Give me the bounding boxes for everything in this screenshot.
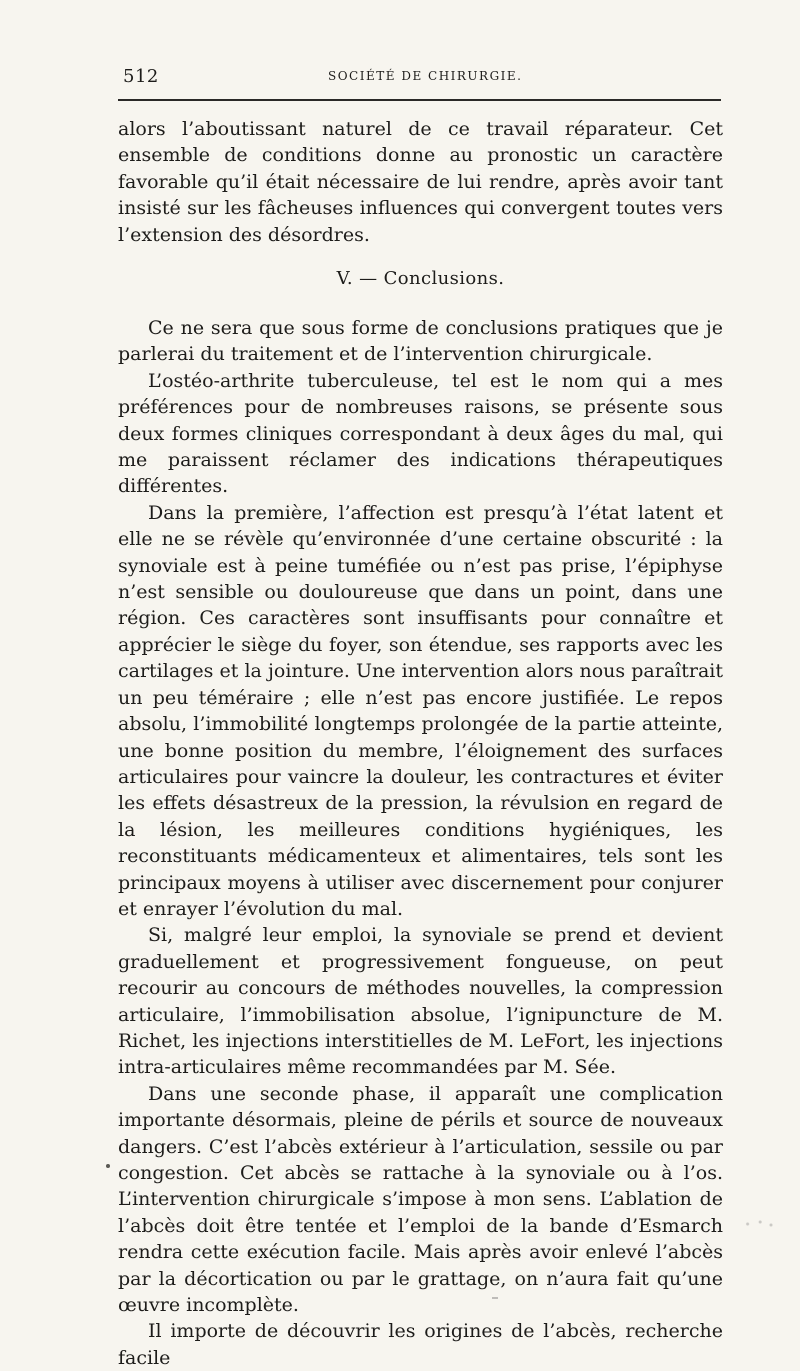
section-heading: V. — Conclusions.: [336, 268, 505, 289]
paragraph: Il importe de découvrir les origines de l’abcès, recherche facile: [118, 1320, 723, 1369]
header-rule: [118, 99, 721, 101]
intro-text-block: [118, 116, 723, 248]
paragraph: Dans une seconde phase, il apparaît une complication importante désormais, pleine de périls et source de nouveaux dangers. C’est l’abcès extérieur à l’articulation, sessile ou par congestion. Cet abcès se rattache à la synoviale ou à l’os. L’intervention chirurgicale s’impose à mon sens. L’ablation de l’abcès doit être tentée et l’emploi de la bande d’Esmarch rendra cette exécution facile. Mais après avoir enlevé l’abcès par la décortication ou par le grattage, on n’aura fait qu’une œuvre incomplète.: [118, 1082, 723, 1317]
body-text-block: [118, 315, 723, 1371]
page-header: [118, 66, 723, 90]
running-title: SOCIÉTÉ DE CHIRURGIE.: [328, 69, 523, 83]
page-number: 512: [123, 66, 159, 87]
paper-mark: [492, 1297, 498, 1299]
margin-dot: [106, 1164, 110, 1168]
paper-specks: [744, 1219, 780, 1229]
paragraph: Ce ne sera que sous forme de conclusions pratiques que je parlerai du traitement et de l’intervention chirurgicale.: [118, 317, 723, 366]
paragraph: Si, malgré leur emploi, la synoviale se prend et devient graduellement et progressivement fongueuse, on peut recourir au concours de méthodes nouvelles, la compression articulaire, l’immobilisation absolue, l’ignipuncture de M. Richet, les injections interstitielles de M. LeFort, les injections intra-articulaires même recommandées par M. Sée.: [118, 924, 723, 1079]
paragraph: Dans la première, l’affection est presqu’à l’état latent et elle ne se révèle qu’environnée d’une certaine obscurité : la synoviale est à peine tuméfiée ou n’est pas prise, l’épiphyse n’est sensible ou douloureuse que dans un point, dans une région. Ces caractères sont insuffisants pour connaître et apprécier le siège du foyer, son étendue, ses rapports avec les cartilages et la jointure. Une intervention alors nous paraîtrait un peu téméraire ; elle n’est pas encore justifiée. Le repos absolu, l’immobilité longtemps prolongée de la partie atteinte, une bonne position du membre, l’éloignement des surfaces articulaires pour vaincre la douleur, les contractures et éviter les effets désastreux de la pression, la révulsion en regard de la lésion, les meilleures conditions hygiéniques, les reconstituants médicamenteux et alimentaires, tels sont les principaux moyens à utiliser avec discernement pour conjurer et enrayer l’évolution du mal.: [118, 501, 723, 920]
intro-paragraph: alors l’aboutissant naturel de ce travail réparateur. Cet ensemble de conditions donne au pronostic un caractère favorable qu’il était nécessaire de lui rendre, après avoir tant insisté sur les fâcheuses influences qui convergent toutes vers l’extension des désordres.: [118, 118, 723, 246]
paragraph: L’ostéo-arthrite tuberculeuse, tel est le nom qui a mes préférences pour de nombreuses raisons, se présente sous deux formes cliniques correspondant à deux âges du mal, qui me paraissent réclamer des indications thérapeutiques différentes.: [118, 369, 723, 498]
